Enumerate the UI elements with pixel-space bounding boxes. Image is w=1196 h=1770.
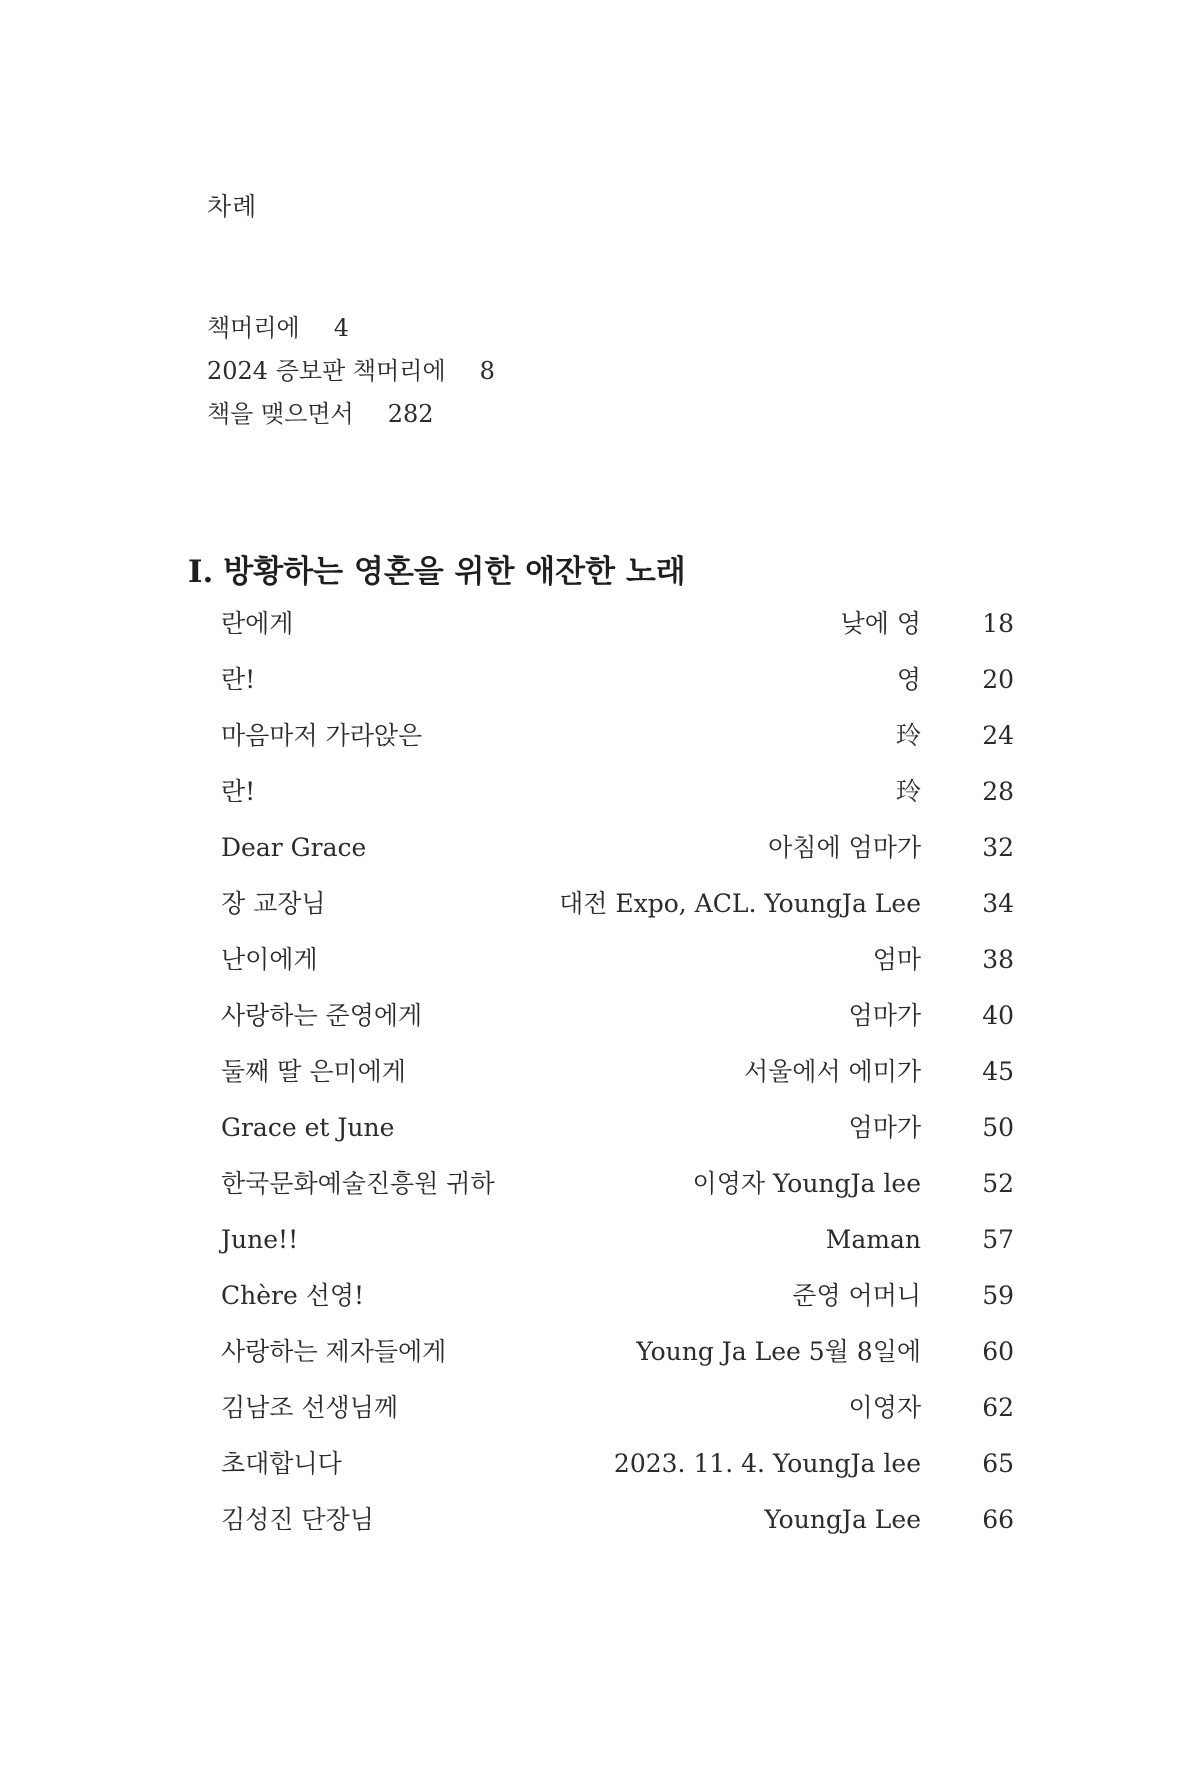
front-matter-page: 282 xyxy=(387,400,434,428)
entry-title: 김성진 단장님 xyxy=(221,1505,374,1534)
entry-page-number: 28 xyxy=(982,777,1014,806)
toc-entry xyxy=(221,1055,1014,1111)
entry-author: 영 xyxy=(896,665,921,694)
entry-page-number: 52 xyxy=(982,1169,1014,1198)
entry-author: 엄마 xyxy=(872,945,921,974)
entry-title: 사랑하는 준영에게 xyxy=(221,1001,423,1030)
toc-heading: 차례 xyxy=(207,192,258,221)
toc-entry xyxy=(221,1279,1014,1335)
entry-page-number: 59 xyxy=(982,1281,1014,1310)
entry-page-number: 20 xyxy=(982,665,1014,694)
front-matter-page: 8 xyxy=(479,357,495,385)
entry-author: 낮에 영 xyxy=(840,609,921,638)
entry-author: 玲 xyxy=(895,721,921,750)
entry-author: 서울에서 에미가 xyxy=(744,1057,921,1086)
toc-entries xyxy=(221,607,1014,1559)
entry-author: 엄마가 xyxy=(848,1113,921,1142)
entry-author: Young Ja Lee 5월 8일에 xyxy=(636,1337,921,1366)
toc-entry xyxy=(221,1223,1014,1279)
entry-title: 김남조 선생님께 xyxy=(221,1393,398,1422)
front-matter-list xyxy=(207,312,495,441)
toc-entry xyxy=(221,1335,1014,1391)
front-matter-title: 2024 증보판 책머리에 xyxy=(207,357,446,385)
entry-page-number: 45 xyxy=(982,1057,1014,1086)
entry-author: 玲 xyxy=(895,777,921,806)
toc-entry xyxy=(221,1447,1014,1503)
entry-title: June!! xyxy=(221,1225,299,1254)
entry-author: Maman xyxy=(825,1225,921,1254)
entry-author: YoungJa Lee xyxy=(764,1505,921,1534)
entry-title: Dear Grace xyxy=(221,833,367,862)
front-matter-item xyxy=(207,312,495,355)
entry-page-number: 66 xyxy=(982,1505,1014,1534)
toc-entry xyxy=(221,775,1014,831)
toc-entry xyxy=(221,663,1014,719)
entry-title: 란! xyxy=(221,777,256,806)
entry-page-number: 34 xyxy=(982,889,1014,918)
entry-title: 사랑하는 제자들에게 xyxy=(221,1337,447,1366)
entry-title: 난이에게 xyxy=(221,945,318,974)
entry-author: 대전 Expo, ACL. YoungJa Lee xyxy=(559,889,921,918)
entry-title: 마음마저 가라앉은 xyxy=(221,721,423,750)
section-title xyxy=(188,552,686,592)
front-matter-title: 책을 맺으면서 xyxy=(207,400,354,428)
toc-entry xyxy=(221,719,1014,775)
front-matter-item xyxy=(207,398,495,441)
section-number: Ⅰ. xyxy=(188,554,214,590)
toc-entry xyxy=(221,607,1014,663)
entry-title: 란에게 xyxy=(221,609,294,638)
entry-title: 초대합니다 xyxy=(221,1449,342,1478)
entry-title: 한국문화예술진흥원 귀하 xyxy=(221,1169,495,1198)
toc-entry xyxy=(221,999,1014,1055)
entry-page-number: 32 xyxy=(982,833,1014,862)
toc-entry xyxy=(221,831,1014,887)
front-matter-title: 책머리에 xyxy=(207,314,300,342)
toc-entry xyxy=(221,1391,1014,1447)
toc-entry xyxy=(221,887,1014,943)
toc-entry xyxy=(221,1503,1014,1559)
entry-page-number: 62 xyxy=(982,1393,1014,1422)
entry-page-number: 24 xyxy=(982,721,1014,750)
entry-author: 이영자 YoungJa lee xyxy=(692,1169,921,1198)
entry-author: 준영 어머니 xyxy=(792,1281,921,1310)
entry-page-number: 40 xyxy=(982,1001,1014,1030)
entry-title: 둘째 딸 은미에게 xyxy=(221,1057,406,1086)
entry-page-number: 65 xyxy=(982,1449,1014,1478)
entry-title: Chère 선영! xyxy=(221,1281,365,1310)
entry-page-number: 57 xyxy=(982,1225,1014,1254)
toc-entry xyxy=(221,1111,1014,1167)
front-matter-page: 4 xyxy=(333,314,350,342)
section-title-text: 방황하는 영혼을 위한 애잔한 노래 xyxy=(223,554,686,590)
entry-author: 아침에 엄마가 xyxy=(768,833,921,862)
entry-page-number: 60 xyxy=(982,1337,1014,1366)
entry-title: Grace et June xyxy=(221,1113,395,1142)
entry-author: 이영자 xyxy=(848,1393,921,1422)
toc-entry xyxy=(221,943,1014,999)
entry-page-number: 38 xyxy=(982,945,1014,974)
entry-title: 란! xyxy=(221,665,256,694)
entry-page-number: 18 xyxy=(982,609,1014,638)
front-matter-item xyxy=(207,355,495,398)
entry-author: 엄마가 xyxy=(848,1001,921,1030)
entry-author: 2023. 11. 4. YoungJa lee xyxy=(613,1449,921,1478)
toc-entry xyxy=(221,1167,1014,1223)
entry-title: 장 교장님 xyxy=(221,889,326,918)
entry-page-number: 50 xyxy=(982,1113,1014,1142)
